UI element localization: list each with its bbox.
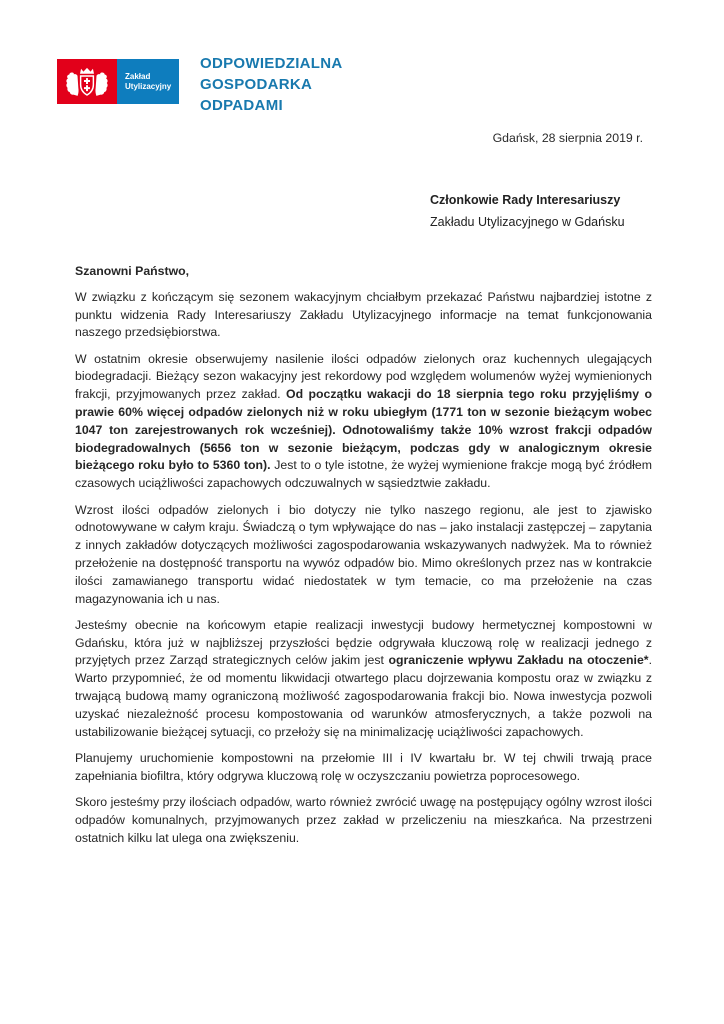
text-run-bold: Od początku wakacji do 18 sierpnia tego roku przyjęliśmy o prawie 60% więcej odpadów zielonych niż w roku ubiegłym (1771 ton w sezonie bieżącym wobec 1047 ton zarejestrowanych rok wcześniej). Odnotowaliśmy także 10% wzrost frakcji odpadów biodegradowalnych (5656 ton w sezonie bieżącym, podczas gdy w analogicznym okresie bieżącego roku było to 5360 ton). bbox=[75, 387, 652, 473]
paragraph-4 bbox=[75, 617, 652, 742]
paragraph-3 bbox=[75, 502, 652, 609]
gdansk-crest-icon bbox=[57, 59, 117, 104]
letterhead-slogan bbox=[200, 53, 343, 116]
text-run: W związku z kończącym się sezonem wakacyjnym chciałbym przekazać Państwu najbardziej istotne z punktu widzenia Rady Interesariuszy Zakładu Utylizacyjnego informacje na temat funkcjonowania naszego przedsiębiorstwa. bbox=[75, 289, 652, 340]
text-run: Skoro jesteśmy przy ilościach odpadów, warto również zwrócić uwagę na postępujący ogólny wzrost ilości odpadów komunalnych, przyjmowanych przez zakład w przeliczeniu na mieszkańca. Na przestrzeni ostatnich kilku lat ulega ona zwiększeniu. bbox=[75, 795, 652, 845]
text-run: Wzrost ilości odpadów zielonych i bio dotyczy nie tylko naszego regionu, ale jest to zjawisko odnotowywane w całym kraju. Świadczą o tym wpływające do nas – jako instalacji zastępczej – zapytania z innych zakładów dotyczących możliwości zagospodarowania wskazywanych nadwyżek. Ma to również przełożenie na dostępność transportu na wywóz odpadów bio. Mimo określonych przez nas w kontrakcie ilości zamawianego transportu widać niedostatek w tym temacie, co ma przełożenie na czas magazynowania ich u nas. bbox=[75, 502, 652, 606]
text-run: . Warto przypomnieć, że od momentu likwidacji otwartego placu dojrzewania kompostu oraz w związku z trwającą budową mamy ograniczoną możliwość zagospodarowania frakcji bio. Nowa inwestycja pozwoli uzyskać niezależność procesu kompostowania od warunków atmosferycznych, a także pozwoli na ustabilizowanie bieżącej sytuacji, co przełoży się na minimalizację uciążliwości zapachowych. bbox=[75, 653, 652, 739]
logo-org-name-line2: Utylizacyjny bbox=[125, 81, 172, 91]
addressee-name: Członkowie Rady Interesariuszy bbox=[430, 193, 621, 207]
paragraph-2 bbox=[75, 351, 652, 493]
text-run-bold: ograniczenie wpływu Zakładu na otoczenie* bbox=[388, 653, 649, 668]
addressee-org: Zakładu Utylizacyjnego w Gdańsku bbox=[430, 214, 625, 229]
paragraph-1 bbox=[75, 289, 652, 342]
text-run: W ostatnim okresie obserwujemy nasilenie ilości odpadów zielonych oraz kuchennych ulegających biodegradacji. Bieżący sezon wakacyjny jest rekordowy pod względem wolumenów wyżej wymienionych frakcji, przyjmowanych przez zakład. bbox=[75, 351, 652, 402]
letter-body bbox=[75, 263, 652, 856]
company-logo bbox=[57, 59, 179, 104]
addressee-block bbox=[430, 190, 625, 233]
salutation: Szanowni Państwo, bbox=[75, 264, 190, 278]
text-run: Jest to o tyle istotne, że wyżej wymienione frakcje mogą być źródłem czasowych uciążliwości zapachowych odczuwalnych w sąsiedztwie zakładu. bbox=[75, 458, 652, 491]
logo-org-name bbox=[117, 59, 179, 104]
date-line: Gdańsk, 28 sierpnia 2019 r. bbox=[492, 131, 643, 145]
text-run: Jesteśmy obecnie na końcowym etapie realizacji inwestycji budowy hermetycznej kompostowni w Gdańsku, która już w najbliższej przyszłości będzie odgrywała kluczową rolę w realizacji jednego z przyjętych przez Zarząd strategicznych celów jakim jest bbox=[75, 617, 652, 668]
paragraph-5 bbox=[75, 750, 652, 786]
text-run: Planujemy uruchomienie kompostowni na przełomie III i IV kwartału br. W tej chwili trwają prace zapełniania biofiltra, który odgrywa kluczową rolę w oczyszczaniu powietrza poprocesowego. bbox=[75, 750, 652, 783]
paragraph-6 bbox=[75, 794, 652, 847]
slogan-line-1: ODPOWIEDZIALNA bbox=[200, 55, 343, 72]
slogan-line-2: GOSPODARKA bbox=[200, 76, 313, 93]
slogan-line-3: ODPADAMI bbox=[200, 97, 283, 114]
logo-org-name-line1: Zakład bbox=[125, 71, 151, 81]
